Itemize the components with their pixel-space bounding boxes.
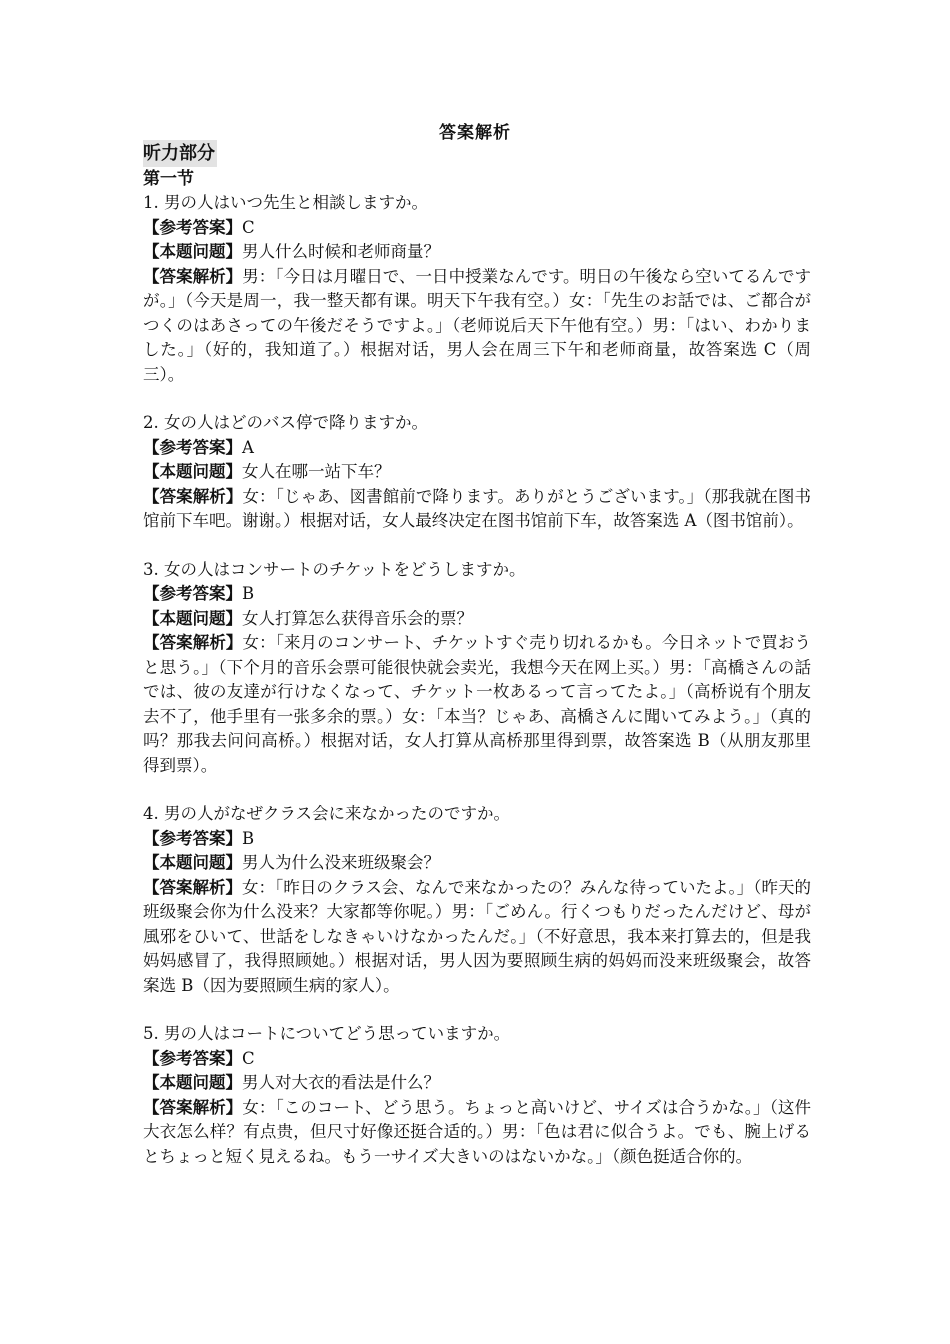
answer-line <box>143 827 811 852</box>
answer-line <box>143 216 811 241</box>
answer-line <box>143 582 811 607</box>
analysis-line <box>143 1096 811 1170</box>
analysis-text: 女：「このコート、どう思う。ちょっと高いけど、サイズは合うかな。」（这件大衣怎么样？有点贵，但尺寸好像还挺合适的。）男：「色は君に似合うよ。でも、腕上げるとちょっと短く見えるね。もう一サイズ大きいのはないかな。」（颜色挺适合你的。 <box>143 1097 812 1166</box>
question-heading: 2. 女の人はどのバス停で降りますか。 <box>143 413 428 432</box>
question-text: 男人对大衣的看法是什么？ <box>242 1073 440 1092</box>
answer-label: 【参考答案】 <box>143 217 242 237</box>
analysis-label: 【答案解析】 <box>143 486 243 506</box>
question-block-2 <box>143 411 811 534</box>
answer-value: C <box>242 1048 255 1068</box>
answer-label: 【参考答案】 <box>143 437 242 457</box>
analysis-line <box>143 485 811 534</box>
question-block-1 <box>143 191 811 387</box>
document-content <box>143 140 811 1193</box>
answer-line <box>143 436 811 461</box>
answer-label: 【参考答案】 <box>143 828 242 848</box>
question-label: 【本题问题】 <box>143 608 242 628</box>
answer-value: B <box>242 584 255 603</box>
question-label: 【本题问题】 <box>143 242 242 261</box>
analysis-label: 【答案解析】 <box>143 633 243 652</box>
answer-value: C <box>242 217 255 237</box>
answer-label: 【参考答案】 <box>143 584 242 603</box>
subsection-heading: 第一节 <box>143 169 194 189</box>
question-line <box>143 460 811 485</box>
answer-label: 【参考答案】 <box>143 1048 242 1068</box>
question-line <box>143 240 811 265</box>
answer-value: B <box>242 828 255 848</box>
question-label: 【本题问题】 <box>143 853 242 872</box>
analysis-label: 【答案解析】 <box>143 877 243 897</box>
question-heading: 4. 男の人がなぜクラス会に来なかったのですか。 <box>143 804 510 823</box>
question-heading: 3. 女の人はコンサートのチケットをどうしますか。 <box>143 559 526 579</box>
question-text: 男人什么时候和老师商量？ <box>242 242 440 261</box>
analysis-line <box>143 631 811 778</box>
analysis-label: 【答案解析】 <box>143 266 243 286</box>
answer-line <box>143 1047 811 1072</box>
question-text: 男人为什么没来班级聚会？ <box>242 853 440 872</box>
question-text: 女人在哪一站下车？ <box>242 462 391 481</box>
question-line <box>143 607 811 632</box>
section-heading: 听力部分 <box>143 140 217 167</box>
analysis-line <box>143 876 811 999</box>
analysis-text: 女：「来月のコンサート、チケットすぐ売り切れるかも。今日ネットで買おうと思う。」（下个月的音乐会票可能很快就会卖光，我想今天在网上买。）男：「高橋さんの話では、彼の友達が行けなくなって、チケット一枚あるって言ってたよ。」（高桥说有个朋友去不了，他手里有一张多余的票。）女：「本当？じゃあ、高橋さんに聞いてみよう。」（真的吗？那我去问问高桥。）根据对话，女人打算从高桥那里得到票，故答案选 B（从朋友那里得到票）。 <box>143 633 811 775</box>
answer-value: A <box>242 437 254 457</box>
question-block-3 <box>143 558 811 779</box>
question-line <box>143 1071 811 1096</box>
analysis-text: 女：「昨日のクラス会、なんで来なかったの？みんな待っていたよ。」（昨天的班级聚会你为什么没来？大家都等你呢。）男：「ごめん。行くつもりだったんだけど、母が風邪をひいて、世話をしなきゃいけなかったんだ。」（不好意思，我本来打算去的，但是我妈妈感冒了，我得照顾她。）根据对话，男人因为要照顾生病的妈妈而没来班级聚会，故答案选 B（因为要照顾生病的家人）。 <box>143 877 812 995</box>
question-heading: 5. 男の人はコートについてどう思っていますか。 <box>143 1024 511 1043</box>
analysis-text: 女：「じゃあ、図書館前で降ります。ありがとうございます。」（那我就在图书馆前下车吧。谢谢。）根据对话，女人最终决定在图书馆前下车，故答案选 A（图书馆前）。 <box>143 486 812 530</box>
question-block-4 <box>143 802 811 998</box>
analysis-label: 【答案解析】 <box>143 1097 243 1117</box>
analysis-line <box>143 265 811 388</box>
question-label: 【本题问题】 <box>143 1073 242 1092</box>
question-line <box>143 851 811 876</box>
question-text: 女人打算怎么获得音乐会的票？ <box>242 608 473 628</box>
question-label: 【本题问题】 <box>143 462 242 481</box>
document-title: 答案解析 <box>439 123 511 143</box>
question-block-5 <box>143 1022 811 1169</box>
question-heading: 1. 男の人はいつ先生と相談しますか。 <box>143 193 428 212</box>
analysis-text: 男：「今日は月曜日で、一日中授業なんです。明日の午後なら空いてるんですが。」（今天是周一，我一整天都有课。明天下午我有空。）女：「先生のお話では、ご都合がつくのはあさっての午後だそうですよ。」（老师说后天下午他有空。）男：「はい、わかりました。」（好的，我知道了。）根据对话，男人会在周三下午和老师商量，故答案选 C（周三）。 <box>143 266 812 384</box>
